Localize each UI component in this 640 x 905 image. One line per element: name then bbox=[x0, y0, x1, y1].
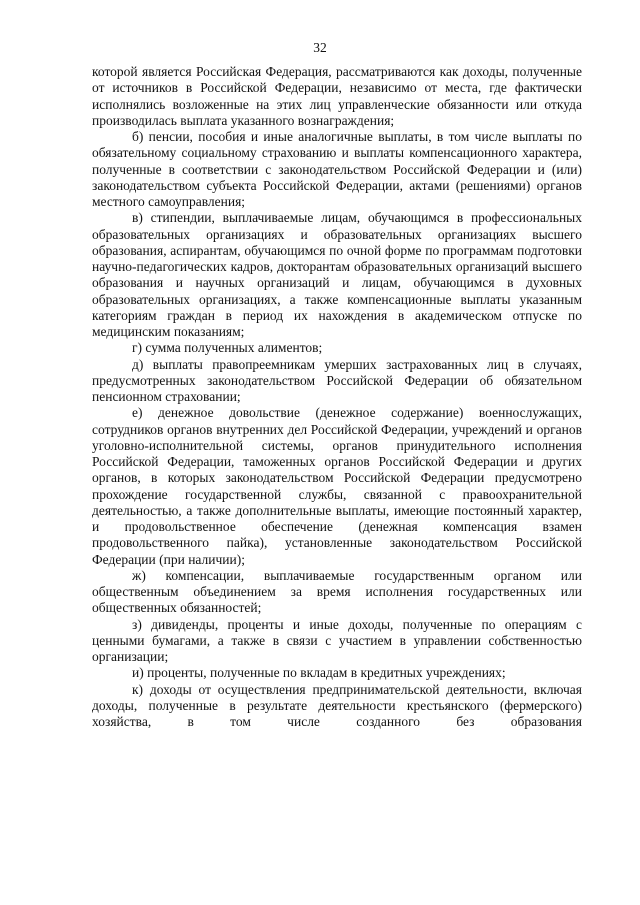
document-body bbox=[92, 64, 582, 730]
paragraph-continuation: которой является Российская Федерация, рассматриваются как доходы, полученные от источников в Российской Федерации, независимо от места, где фактически исполнялись возложенные на этих лиц управленческие обязанности или откуда производилась выплата указанного вознаграждения; bbox=[92, 64, 582, 128]
paragraph-z: з) дивиденды, проценты и иные доходы, полученные по операциям с ценными бумагами, а также в связи с участием в управлении собственностью организации; bbox=[92, 616, 582, 664]
paragraph-e: е) денежное довольствие (денежное содержание) военнослужащих, сотрудников органов внутренних дел Российской Федерации, учреждений и органов уголовно-исполнительной системы, органов принудительного исполнения Российской Федерации, таможенных органов Российской Федерации и других органов, в которых законодательством Российской Федерации предусмотрено прохождение государственной службы, связанной с правоохранительной деятельностью, а также дополнительные выплаты, имеющие постоянный характер, и продовольственное обеспечение (денежная компенсация взамен продовольственного пайка), установленные законодательством Российской Федерации (при наличии); bbox=[92, 405, 582, 567]
paragraph-v: в) стипендии, выплачиваемые лицам, обучающимся в профессиональных образовательных организациях и образовательных организациях высшего образования, аспирантам, обучающимся по очной форме по программам подготовки научно-педагогических кадров, докторантам образовательных организаций высшего образования и научных организаций и лицам, обучающимся в духовных образовательных организациях, а также компенсационные выплаты указанным категориям граждан в период их нахождения в академическом отпуске по медицинским показаниям; bbox=[92, 210, 582, 339]
paragraph-d: д) выплаты правопреемникам умерших застрахованных лиц в случаях, предусмотренных законодательством Российской Федерации об обязательном пенсионном страховании; bbox=[92, 356, 582, 404]
paragraph-zh: ж) компенсации, выплачиваемые государственным органом или общественным объединением за время исполнения государственных или общественных обязанностей; bbox=[92, 567, 582, 616]
paragraph-i: и) проценты, полученные по вкладам в кредитных учреждениях; bbox=[132, 665, 506, 681]
paragraph-k: к) доходы от осуществления предпринимательской деятельности, включая доходы, полученные в результате деятельности крестьянского (фермерского) хозяйства, в том числе созданного без образования bbox=[92, 681, 582, 729]
page-number: 32 bbox=[313, 40, 327, 55]
paragraph-b: б) пенсии, пособия и иные аналогичные выплаты, в том числе выплаты по обязательному социальному страхованию и выплаты компенсационного характера, полученные в соответствии с законодательством Российской Федерации и (или) законодательством субъекта Российской Федерации, актами (решениями) органов местного самоуправления; bbox=[92, 129, 582, 209]
paragraph-g: г) сумма полученных алиментов; bbox=[132, 340, 323, 356]
